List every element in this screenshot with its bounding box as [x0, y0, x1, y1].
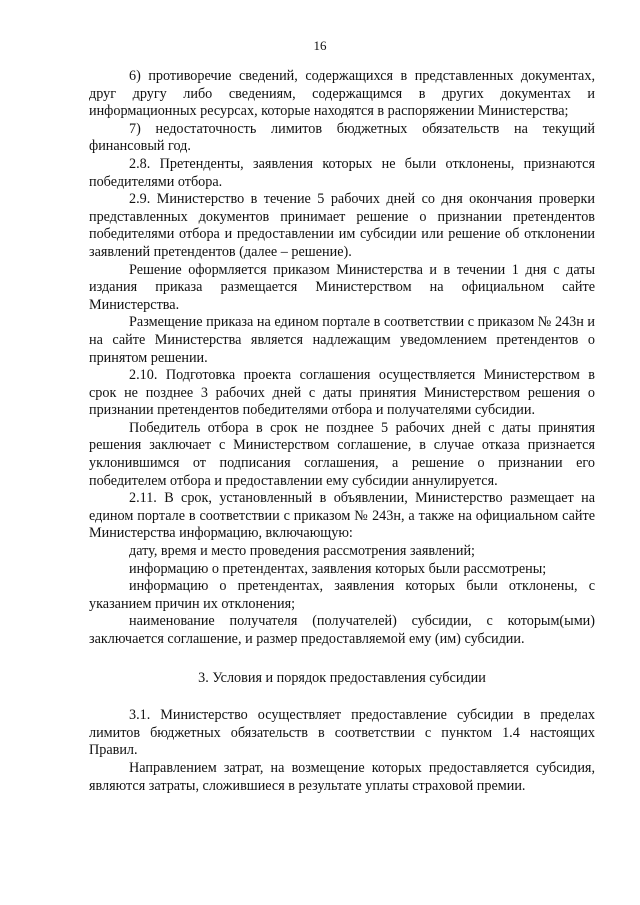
- document-body: [89, 68, 595, 795]
- section-heading: 3. Условия и порядок предоставления субсидии: [198, 669, 486, 686]
- paragraph: 6) противоречие сведений, содержащихся в представленных документах, друг другу либо сведениям, содержащимся в других документах и информационных ресурсах, которые находятся в распоряжении Министерства;: [89, 68, 595, 120]
- list-item: дату, время и место проведения рассмотрения заявлений;: [129, 543, 475, 560]
- paragraph: 7) недостаточность лимитов бюджетных обязательств на текущий финансовый год.: [89, 120, 595, 155]
- list-item: информацию о претендентах, заявления которых были рассмотрены;: [129, 560, 547, 577]
- paragraph: Победитель отбора в срок не позднее 5 рабочих дней с даты принятия решения заключает с Министерством соглашение, в случае отказа признается уклонившимся от подписания соглашения, а решение о признании его победителем отбора и предоставлении ему субсидии аннулируется.: [89, 419, 595, 489]
- page-number: 16: [313, 38, 327, 53]
- paragraph: 2.11. В срок, установленный в объявлении, Министерство размещает на едином портале в соответствии с приказом № 243н, а также на официальном сайте Министерства информацию, включающую:: [89, 490, 595, 542]
- paragraph: Размещение приказа на едином портале в соответствии с приказом № 243н и на сайте Министерства является надлежащим уведомлением претендентов о принятом решении.: [89, 314, 595, 366]
- paragraph: 2.8. Претенденты, заявления которых не были отклонены, признаются победителями отбора.: [89, 155, 595, 190]
- list-item: информацию о претендентах, заявления которых были отклонены, с указанием причин их отклонения;: [89, 578, 595, 612]
- paragraph: Решение оформляется приказом Министерства и в течении 1 дня с даты издания приказа размещается Министерством на официальном сайте Министерства.: [89, 261, 595, 313]
- paragraph: 3.1. Министерство осуществляет предоставление субсидии в пределах лимитов бюджетных обязательств в соответствии с пунктом 1.4 настоящих Правил.: [89, 707, 595, 759]
- list-item: наименование получателя (получателей) субсидии, с которым(ыми) заключается соглашение, и размер предоставляемой ему (им) субсидии.: [89, 613, 595, 647]
- paragraph: 2.9. Министерство в течение 5 рабочих дней со дня окончания проверки представленных документов принимает решение о признании претендентов победителями отбора и предоставлении им субсидии или решение об отклонении заявлений претендентов (далее – решение).: [89, 191, 595, 260]
- paragraph: 2.10. Подготовка проекта соглашения осуществляется Министерством в срок не позднее 3 рабочих дней с даты принятия Министерством решения о признании претендентов победителями отбора и получателями субсидии.: [89, 367, 595, 419]
- paragraph: Направлением затрат, на возмещение которых предоставляется субсидия, являются затраты, сложившиеся в результате уплаты страховой премии.: [89, 759, 595, 794]
